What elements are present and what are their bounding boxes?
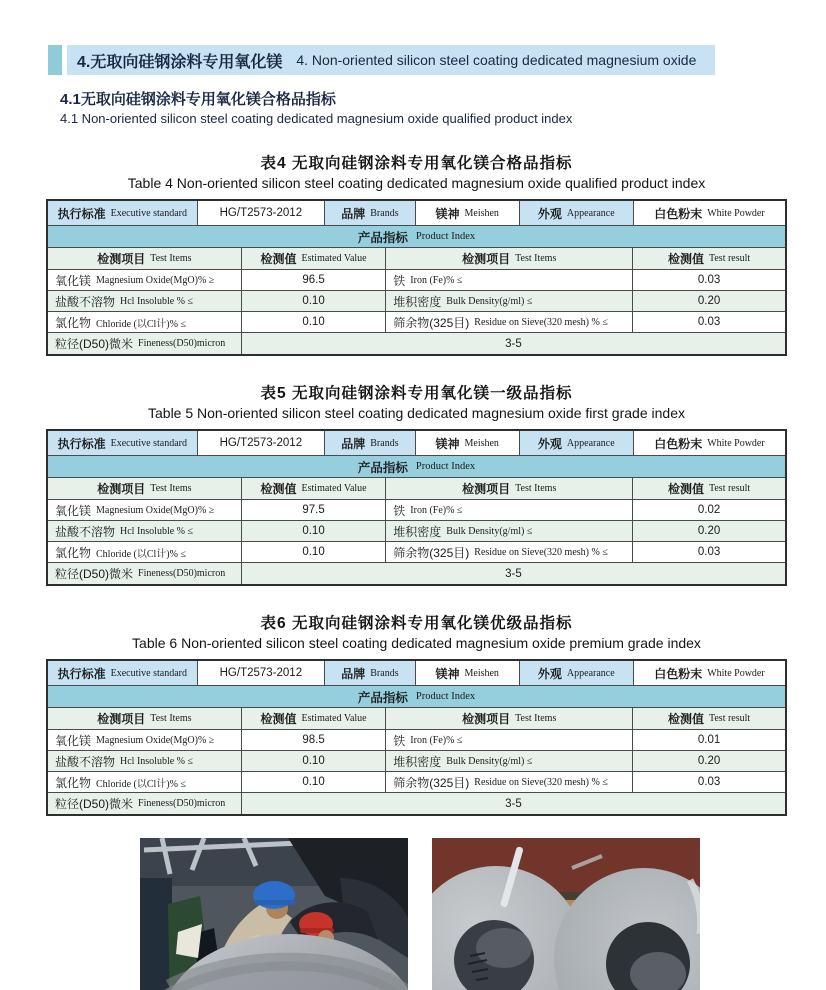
fineness-label-cell bbox=[48, 563, 242, 584]
header-zh: 检测项目 bbox=[462, 252, 511, 266]
label-zh: 执行标准 bbox=[57, 436, 106, 451]
label-zh: 氯化物 bbox=[55, 315, 92, 330]
value-text: 3-5 bbox=[505, 797, 522, 810]
residue-label-cell bbox=[386, 312, 633, 333]
header-zh: 检测项目 bbox=[462, 482, 511, 496]
executive-standard-label-cell bbox=[48, 201, 198, 226]
subsection-title-en: 4.1 Non-oriented silicon steel coating dedicated magnesium oxide qualified product index bbox=[60, 111, 573, 126]
executive-standard-label-cell bbox=[48, 661, 198, 686]
chloride-label-cell bbox=[48, 312, 242, 333]
label-en: Brands bbox=[370, 437, 399, 449]
value-en: Meishen bbox=[464, 667, 499, 679]
photo-row bbox=[140, 838, 826, 990]
header-en: Test result bbox=[708, 483, 751, 494]
label-en: Hcl Insoluble % ≤ bbox=[120, 525, 193, 537]
table-row bbox=[48, 291, 785, 312]
label-en: Residue on Sieve(320 mesh) % ≤ bbox=[474, 776, 608, 788]
table-row bbox=[48, 270, 785, 291]
label-en: Bulk Density(g/ml) ≤ bbox=[446, 525, 533, 537]
value-en: White Powder bbox=[707, 437, 765, 449]
brand-label-cell bbox=[325, 201, 416, 226]
label-en: Bulk Density(g/ml) ≤ bbox=[446, 295, 533, 307]
label-en: Magnesium Oxide(MgO)% ≥ bbox=[96, 504, 215, 516]
hcl-value-cell bbox=[242, 751, 386, 772]
band-en: Product Index bbox=[415, 461, 476, 472]
label-en: Brands bbox=[370, 667, 399, 679]
fineness-value-cell bbox=[242, 563, 785, 584]
bulk-density-label-cell bbox=[386, 751, 633, 772]
table-row bbox=[48, 500, 785, 521]
test-result-header-cell bbox=[633, 478, 785, 500]
estimated-value-header-cell bbox=[242, 708, 386, 730]
value-zh: 镁神 bbox=[435, 666, 460, 681]
value-text: 0.10 bbox=[302, 755, 325, 767]
label-zh: 外观 bbox=[537, 436, 562, 451]
section-title-en: 4. Non-oriented silicon steel coating dedicated magnesium oxide bbox=[296, 52, 697, 68]
label-zh: 粒径(D50)微米 bbox=[55, 567, 134, 581]
header-en: Test Items bbox=[150, 483, 192, 494]
iron-label-cell bbox=[386, 270, 633, 291]
header-zh: 检测值 bbox=[667, 482, 704, 496]
value-zh: 白色粉末 bbox=[654, 436, 703, 451]
header-zh: 检测值 bbox=[667, 712, 704, 726]
column-header-row bbox=[48, 248, 785, 270]
table-5-title-zh: 表5 无取向硅钢涂料专用氧化镁一级品指标 bbox=[260, 385, 573, 402]
table-5-title bbox=[46, 381, 787, 421]
value-zh: 镁神 bbox=[435, 206, 460, 221]
table-4 bbox=[46, 199, 787, 356]
table-5 bbox=[46, 429, 787, 586]
label-zh: 筛余物(325目) bbox=[393, 315, 470, 330]
label-zh: 氧化镁 bbox=[55, 733, 92, 748]
appearance-label-cell bbox=[520, 431, 634, 456]
label-zh: 盐酸不溶物 bbox=[55, 524, 116, 539]
header-zh: 检测项目 bbox=[97, 252, 146, 266]
test-items-header-cell bbox=[386, 478, 633, 500]
label-en: Chloride (以Cl计)% ≤ bbox=[96, 778, 186, 790]
header-zh: 检测项目 bbox=[97, 482, 146, 496]
column-header-row bbox=[48, 478, 785, 500]
fineness-row bbox=[48, 793, 785, 814]
table-6-title-zh: 表6 无取向硅钢涂料专用氧化镁优级品指标 bbox=[260, 615, 573, 632]
residue-value-cell bbox=[633, 772, 785, 793]
subsection-title-zh: 4.1无取向硅钢涂料专用氧化镁合格品指标 bbox=[60, 91, 336, 108]
meta-row bbox=[48, 661, 785, 686]
value-text: HG/T2573-2012 bbox=[219, 207, 303, 219]
table-row bbox=[48, 542, 785, 563]
product-index-band bbox=[48, 686, 785, 708]
band-en: Product Index bbox=[415, 691, 476, 702]
steel-coils-photo bbox=[432, 838, 700, 990]
label-en: Iron (Fe)% ≤ bbox=[410, 274, 463, 286]
header-en: Estimated Value bbox=[301, 253, 367, 264]
appearance-value-cell bbox=[634, 661, 785, 686]
value-text: 0.02 bbox=[697, 504, 721, 516]
table-5-title-en: Table 5 Non-oriented silicon steel coating dedicated magnesium oxide first grade index bbox=[148, 405, 685, 421]
executive-standard-label-cell bbox=[48, 431, 198, 456]
table-4-title bbox=[46, 151, 787, 191]
value-text: 3-5 bbox=[505, 337, 522, 350]
label-zh: 氯化物 bbox=[55, 545, 92, 560]
bulk-density-value-cell bbox=[633, 291, 785, 312]
residue-label-cell bbox=[386, 542, 633, 563]
header-en: Test Items bbox=[515, 713, 557, 724]
iron-label-cell bbox=[386, 500, 633, 521]
label-en: Iron (Fe)% ≤ bbox=[410, 504, 463, 516]
table-row bbox=[48, 751, 785, 772]
residue-value-cell bbox=[633, 312, 785, 333]
label-zh: 盐酸不溶物 bbox=[55, 754, 116, 769]
label-en: Chloride (以Cl计)% ≤ bbox=[96, 548, 186, 560]
header-zh: 检测项目 bbox=[462, 712, 511, 726]
fineness-label-cell bbox=[48, 333, 242, 354]
label-zh: 堆积密度 bbox=[393, 524, 442, 539]
label-zh: 盐酸不溶物 bbox=[55, 294, 116, 309]
label-zh: 铁 bbox=[393, 503, 406, 518]
table-6 bbox=[46, 659, 787, 816]
table-4-title-en: Table 4 Non-oriented silicon steel coating dedicated magnesium oxide qualified product index bbox=[127, 175, 706, 191]
column-header-row bbox=[48, 708, 785, 730]
executive-standard-value-cell bbox=[198, 201, 326, 226]
header-zh: 检测值 bbox=[260, 252, 297, 266]
hcl-value-cell bbox=[242, 291, 386, 312]
header-en: Test Items bbox=[515, 253, 557, 264]
appearance-label-cell bbox=[520, 201, 634, 226]
header-en: Estimated Value bbox=[301, 483, 367, 494]
bulk-density-label-cell bbox=[386, 521, 633, 542]
label-en: Fineness(D50)micron bbox=[138, 798, 226, 809]
brand-label-cell bbox=[325, 431, 416, 456]
value-text: 0.10 bbox=[302, 776, 325, 788]
label-zh: 氯化物 bbox=[55, 775, 92, 790]
hcl-label-cell bbox=[48, 291, 242, 312]
header-en: Test Items bbox=[150, 713, 192, 724]
hcl-label-cell bbox=[48, 521, 242, 542]
header-en: Estimated Value bbox=[301, 713, 367, 724]
section-header bbox=[67, 45, 715, 75]
value-en: White Powder bbox=[707, 667, 765, 679]
label-zh: 品牌 bbox=[341, 666, 366, 681]
bulk-density-value-cell bbox=[633, 521, 785, 542]
residue-label-cell bbox=[386, 772, 633, 793]
value-text: 0.03 bbox=[697, 546, 721, 558]
label-zh: 品牌 bbox=[341, 436, 366, 451]
label-en: Bulk Density(g/ml) ≤ bbox=[446, 755, 533, 767]
label-zh: 铁 bbox=[393, 733, 406, 748]
band-zh: 产品指标 bbox=[357, 460, 408, 475]
band-en: Product Index bbox=[415, 231, 476, 242]
value-text: 0.10 bbox=[302, 295, 325, 307]
table-5-section bbox=[0, 381, 826, 586]
residue-value-cell bbox=[633, 542, 785, 563]
teal-accent-block bbox=[48, 45, 62, 75]
product-index-band bbox=[48, 456, 785, 478]
header-zh: 检测值 bbox=[260, 712, 297, 726]
brand-label-cell bbox=[325, 661, 416, 686]
chloride-value-cell bbox=[242, 772, 386, 793]
fineness-row bbox=[48, 333, 785, 354]
value-text: HG/T2573-2012 bbox=[219, 667, 303, 679]
label-zh: 堆积密度 bbox=[393, 754, 442, 769]
label-en: Residue on Sieve(320 mesh) % ≤ bbox=[474, 546, 608, 558]
label-zh: 外观 bbox=[537, 206, 562, 221]
label-zh: 氧化镁 bbox=[55, 503, 92, 518]
label-en: Fineness(D50)micron bbox=[138, 338, 226, 349]
appearance-value-cell bbox=[634, 201, 785, 226]
value-text: 98.5 bbox=[302, 734, 325, 746]
executive-standard-value-cell bbox=[198, 661, 326, 686]
fineness-value-cell bbox=[242, 333, 785, 354]
test-items-header-cell bbox=[386, 248, 633, 270]
value-zh: 白色粉末 bbox=[654, 206, 703, 221]
table-6-title bbox=[46, 611, 787, 651]
header-zh: 检测项目 bbox=[97, 712, 146, 726]
mgo-value-cell bbox=[242, 270, 386, 291]
value-text: 0.20 bbox=[697, 755, 721, 767]
hcl-value-cell bbox=[242, 521, 386, 542]
value-text: 0.03 bbox=[697, 274, 721, 286]
table-row bbox=[48, 521, 785, 542]
label-zh: 筛余物(325目) bbox=[393, 775, 470, 790]
label-en: Appearance bbox=[566, 207, 615, 219]
label-en: Hcl Insoluble % ≤ bbox=[120, 755, 193, 767]
subsection-heading bbox=[60, 88, 826, 126]
label-en: Chloride (以Cl计)% ≤ bbox=[96, 318, 186, 330]
band-zh: 产品指标 bbox=[357, 230, 408, 245]
value-zh: 白色粉末 bbox=[654, 666, 703, 681]
test-items-header-cell bbox=[48, 478, 242, 500]
label-en: Hcl Insoluble % ≤ bbox=[120, 295, 193, 307]
fineness-label-cell bbox=[48, 793, 242, 814]
label-zh: 粒径(D50)微米 bbox=[55, 337, 134, 351]
value-text: 0.03 bbox=[697, 316, 721, 328]
label-zh: 氧化镁 bbox=[55, 273, 92, 288]
chloride-value-cell bbox=[242, 312, 386, 333]
value-text: HG/T2573-2012 bbox=[219, 437, 303, 449]
label-zh: 执行标准 bbox=[57, 666, 106, 681]
chloride-label-cell bbox=[48, 772, 242, 793]
label-en: Fineness(D50)micron bbox=[138, 568, 226, 579]
table-row bbox=[48, 312, 785, 333]
mgo-label-cell bbox=[48, 500, 242, 521]
fineness-row bbox=[48, 563, 785, 584]
value-zh: 镁神 bbox=[435, 436, 460, 451]
label-en: Brands bbox=[370, 207, 399, 219]
brand-value-cell bbox=[416, 431, 520, 456]
label-en: Appearance bbox=[566, 667, 615, 679]
section-header-bar bbox=[48, 45, 715, 75]
label-en: Iron (Fe)% ≤ bbox=[410, 734, 463, 746]
table-6-section bbox=[0, 611, 826, 816]
value-text: 96.5 bbox=[302, 274, 325, 286]
iron-value-cell bbox=[633, 270, 785, 291]
value-text: 97.5 bbox=[302, 504, 325, 516]
meta-row bbox=[48, 201, 785, 226]
table-4-title-zh: 表4 无取向硅钢涂料专用氧化镁合格品指标 bbox=[260, 155, 573, 172]
coil-inspection-photo bbox=[140, 838, 408, 990]
label-en: Appearance bbox=[566, 437, 615, 449]
test-items-header-cell bbox=[48, 708, 242, 730]
table-6-title-en: Table 6 Non-oriented silicon steel coating dedicated magnesium oxide premium grade index bbox=[132, 635, 701, 651]
label-zh: 筛余物(325目) bbox=[393, 545, 470, 560]
band-zh: 产品指标 bbox=[357, 690, 408, 705]
test-items-header-cell bbox=[48, 248, 242, 270]
header-en: Test Items bbox=[515, 483, 557, 494]
iron-value-cell bbox=[633, 500, 785, 521]
section-title-zh: 4.无取向硅钢涂料专用氧化镁 bbox=[77, 53, 283, 71]
mgo-label-cell bbox=[48, 730, 242, 751]
table-row bbox=[48, 772, 785, 793]
appearance-value-cell bbox=[634, 431, 785, 456]
value-text: 0.03 bbox=[697, 776, 721, 788]
label-zh: 品牌 bbox=[341, 206, 366, 221]
mgo-label-cell bbox=[48, 270, 242, 291]
table-row bbox=[48, 730, 785, 751]
value-en: Meishen bbox=[464, 437, 499, 449]
value-text: 0.10 bbox=[302, 525, 325, 537]
label-en: Executive standard bbox=[110, 207, 187, 219]
test-result-header-cell bbox=[633, 708, 785, 730]
value-text: 0.20 bbox=[697, 525, 721, 537]
brand-value-cell bbox=[416, 661, 520, 686]
label-en: Magnesium Oxide(MgO)% ≥ bbox=[96, 274, 215, 286]
value-text: 0.20 bbox=[697, 295, 721, 307]
label-en: Executive standard bbox=[110, 667, 187, 679]
header-en: Test result bbox=[708, 253, 751, 264]
test-items-header-cell bbox=[386, 708, 633, 730]
bulk-density-label-cell bbox=[386, 291, 633, 312]
test-result-header-cell bbox=[633, 248, 785, 270]
bulk-density-value-cell bbox=[633, 751, 785, 772]
hcl-label-cell bbox=[48, 751, 242, 772]
label-zh: 堆积密度 bbox=[393, 294, 442, 309]
mgo-value-cell bbox=[242, 500, 386, 521]
label-zh: 执行标准 bbox=[57, 206, 106, 221]
value-en: White Powder bbox=[707, 207, 765, 219]
header-en: Test result bbox=[708, 713, 751, 724]
chloride-value-cell bbox=[242, 542, 386, 563]
value-en: Meishen bbox=[464, 207, 499, 219]
iron-value-cell bbox=[633, 730, 785, 751]
label-zh: 粒径(D50)微米 bbox=[55, 797, 134, 811]
value-text: 0.01 bbox=[697, 734, 721, 746]
table-4-section bbox=[0, 151, 826, 356]
label-zh: 外观 bbox=[537, 666, 562, 681]
estimated-value-header-cell bbox=[242, 478, 386, 500]
estimated-value-header-cell bbox=[242, 248, 386, 270]
value-text: 0.10 bbox=[302, 316, 325, 328]
appearance-label-cell bbox=[520, 661, 634, 686]
product-index-band bbox=[48, 226, 785, 248]
header-zh: 检测值 bbox=[667, 252, 704, 266]
brand-value-cell bbox=[416, 201, 520, 226]
executive-standard-value-cell bbox=[198, 431, 326, 456]
value-text: 0.10 bbox=[302, 546, 325, 558]
mgo-value-cell bbox=[242, 730, 386, 751]
meta-row bbox=[48, 431, 785, 456]
label-en: Magnesium Oxide(MgO)% ≥ bbox=[96, 734, 215, 746]
value-text: 3-5 bbox=[505, 567, 522, 580]
label-zh: 铁 bbox=[393, 273, 406, 288]
header-zh: 检测值 bbox=[260, 482, 297, 496]
header-en: Test Items bbox=[150, 253, 192, 264]
label-en: Residue on Sieve(320 mesh) % ≤ bbox=[474, 316, 608, 328]
label-en: Executive standard bbox=[110, 437, 187, 449]
iron-label-cell bbox=[386, 730, 633, 751]
fineness-value-cell bbox=[242, 793, 785, 814]
chloride-label-cell bbox=[48, 542, 242, 563]
